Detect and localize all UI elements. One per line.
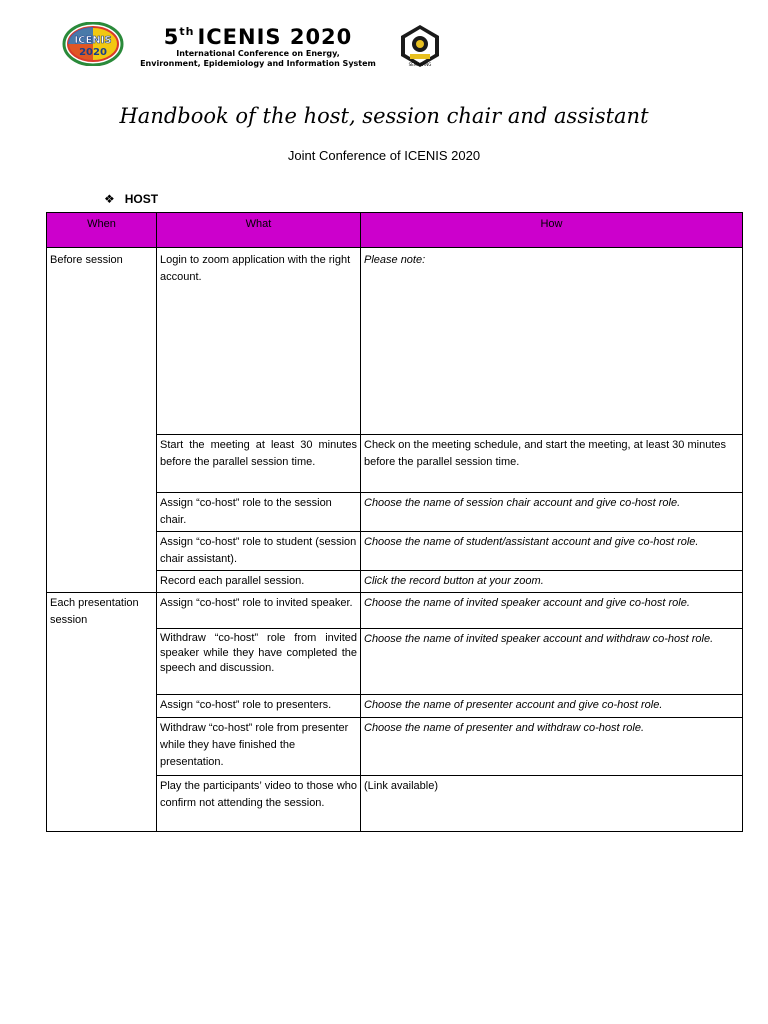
section-heading-text: HOST [124,192,159,206]
table-row [47,593,743,629]
how-cell: Choose the name of student/assistant account and give co-host role. [361,532,743,571]
how-cell: Choose the name of presenter account and give co-host role. [361,695,743,718]
table-header-row [47,213,743,248]
conference-header [62,20,462,70]
what-cell: Login to zoom application with the right account. [157,248,361,435]
how-cell: Check on the meeting schedule, and start the meeting, at least 30 minutes before the parallel session time. [361,435,743,493]
brand-subtitle-line2: Environment, Epidemiology and Information System [140,59,376,68]
what-cell: Start the meeting at least 30 minutes before the parallel session time. [157,435,361,493]
university-seal-logo [392,24,448,68]
when-cell-before-session: Before session [47,248,157,593]
brand-title [134,20,382,49]
how-cell: Choose the name of session chair account and give co-host role. [361,493,743,532]
section-heading [104,192,158,206]
edition-suffix: th [179,25,195,38]
how-cell: Choose the name of presenter and withdraw co-host role. [361,718,743,776]
brand-name: ICENIS 2020 [197,25,353,49]
what-cell: Assign “co-host” role to student (session chair assistant). [157,532,361,571]
how-cell: (Link available) [361,776,743,832]
table-row [47,248,743,435]
what-cell: Assign “co-host” role to presenters. [157,695,361,718]
brand-subtitle-line1: International Conference on Energy, [176,49,340,58]
header-when: When [47,213,157,248]
university-seal-graphic [392,24,448,68]
document-title: Handbook of the host, session chair and assistant [119,104,649,128]
brand-block [134,20,382,69]
what-cell: Record each parallel session. [157,571,361,593]
host-duties-table [46,212,743,832]
what-cell: Withdraw “co-host” role from invited speaker while they have completed the speech and discussion. [157,629,361,695]
edition-number: 5 [163,25,180,49]
how-cell: Choose the name of invited speaker account and withdraw co-host role. [361,629,743,695]
header-what: What [157,213,361,248]
logo-right-text: SEMARANG [408,62,432,67]
what-cell: Assign “co-host” role to the session chair. [157,493,361,532]
logo-left-text-2: 2020 [79,47,107,58]
logo-left-text-1: ICENIS [74,35,112,46]
how-cell: Click the record button at your zoom. [361,571,743,593]
what-cell: Play the participants’ video to those who confirm not attending the session. [157,776,361,832]
icenis-logo [62,22,124,66]
what-cell: Assign “co-host” role to invited speaker. [157,593,361,629]
document-subtitle: Joint Conference of ICENIS 2020 [287,148,481,163]
what-cell: Withdraw “co-host” role from presenter while they have finished the presentation. [157,718,361,776]
when-cell-each-presentation: Each presentation session [47,593,157,832]
how-cell: Choose the name of invited speaker account and give co-host role. [361,593,743,629]
how-cell: Please note: [361,248,743,435]
diamond-bullet-icon: ❖ [104,192,115,206]
header-how: How [361,213,743,248]
icenis-logo-graphic [62,22,124,66]
